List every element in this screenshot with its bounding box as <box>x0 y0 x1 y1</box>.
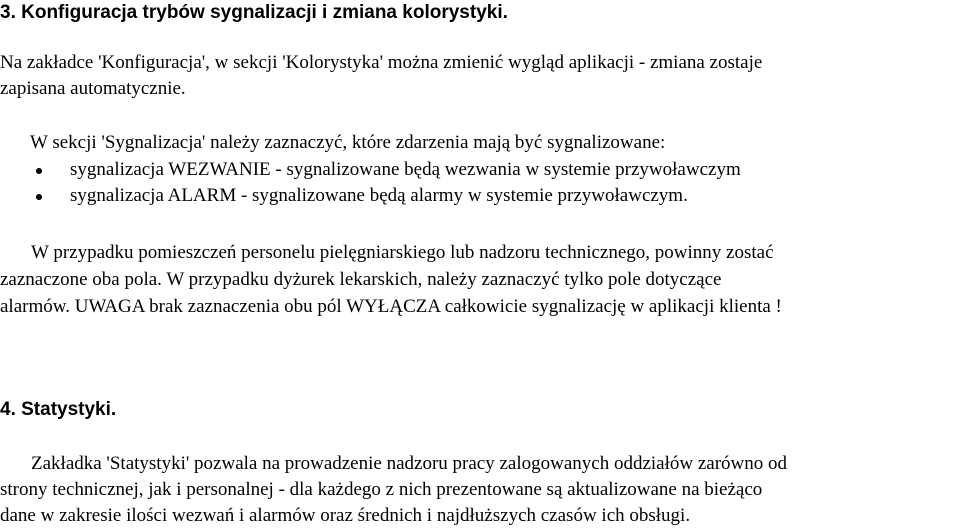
statystyki-line: Zakładka 'Statystyki' pozwala na prowadzenie nadzoru pracy zalogowanych oddziałów zarówno od <box>31 453 788 474</box>
sygnalizacja-bullet-list <box>0 157 741 209</box>
statystyki-line: strony technicznej, jak i personalnej - dla każdego z nich prezentowane są aktualizowane na bieżąco <box>0 479 763 500</box>
kolorystyka-line: Na zakładce 'Konfiguracja', w sekcji 'Kolorystyka' można zmienić wygląd aplikacji - zmiana zostaje <box>0 52 763 73</box>
bullet-item-alarm <box>0 183 741 209</box>
section-4-heading: 4. Statystyki. <box>0 399 117 420</box>
pomieszczenia-line: W przypadku pomieszczeń personelu pielęgniarskiego lub nadzoru technicznego, powinny zostać <box>31 242 774 263</box>
bullet-dot-icon <box>36 194 42 200</box>
statystyki-line: dane w zakresie ilości wezwań i alarmów oraz średnich i najdłuższych czasów ich obsługi. <box>0 505 691 526</box>
section-3-heading: 3. Konfiguracja trybów sygnalizacji i zmiana kolorystyki. <box>0 2 508 23</box>
pomieszczenia-line: zaznaczone oba pola. W przypadku dyżurek lekarskich, należy zaznaczyć tylko pole dotyczące <box>0 269 722 290</box>
bullet-text: sygnalizacja ALARM - sygnalizowane będą alarmy w systemie przywoławczym. <box>70 185 688 206</box>
kolorystyka-line: zapisana automatycznie. <box>0 78 186 99</box>
sygnalizacja-intro: W sekcji 'Sygnalizacja' należy zaznaczyć, które zdarzenia mają być sygnalizowane: <box>30 132 666 153</box>
statystyki-paragraph <box>0 451 787 529</box>
kolorystyka-paragraph <box>0 50 762 102</box>
pomieszczenia-line: alarmów. UWAGA brak zaznaczenia obu pól WYŁĄCZA całkowicie sygnalizację w aplikacji klienta ! <box>0 296 782 317</box>
bullet-item-wezwanie <box>0 157 741 183</box>
bullet-dot-icon <box>36 168 42 174</box>
pomieszczenia-paragraph <box>0 239 782 320</box>
bullet-text: sygnalizacja WEZWANIE - sygnalizowane będą wezwania w systemie przywoławczym <box>70 159 741 180</box>
